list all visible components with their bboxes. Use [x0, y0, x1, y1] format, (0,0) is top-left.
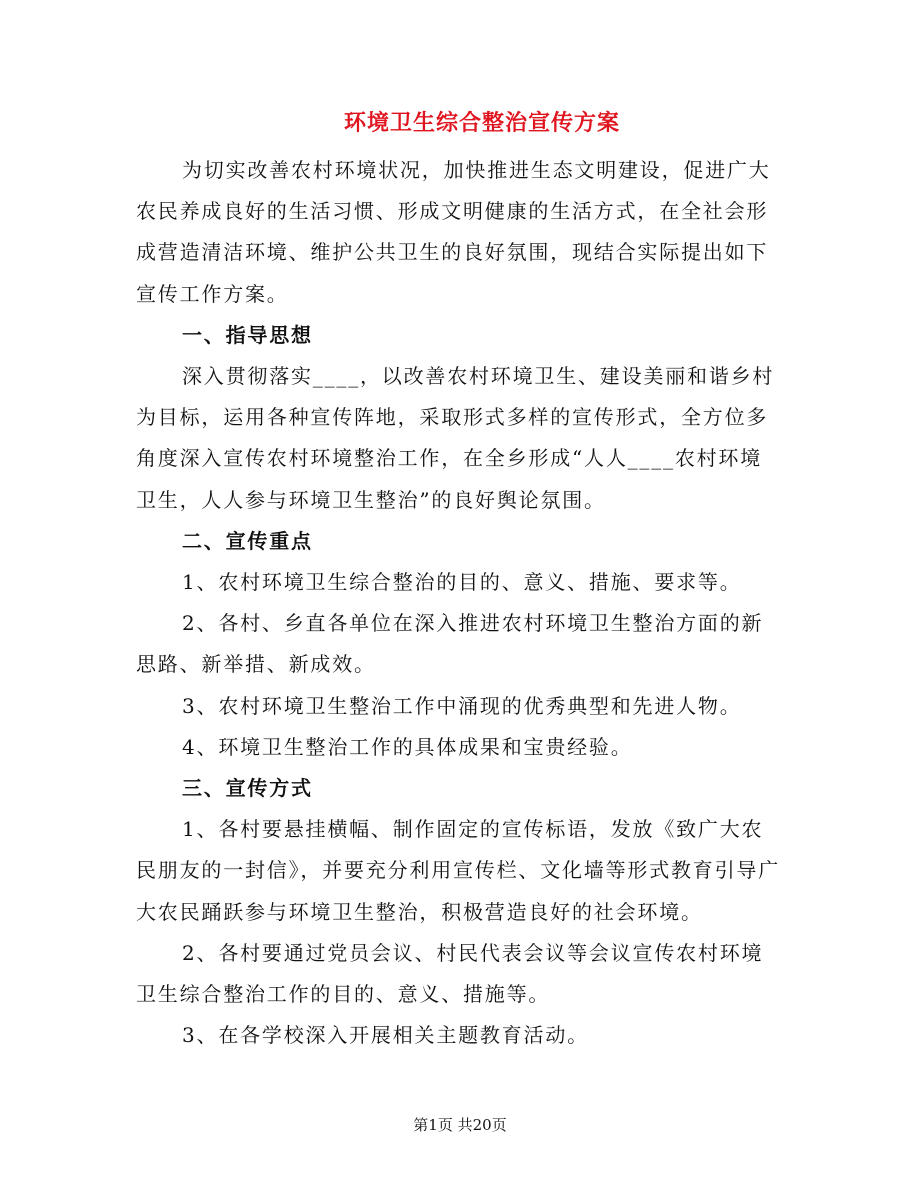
document-title: 环境卫生综合整治宣传方案 [343, 110, 620, 136]
focus-item-4: 4、环境卫生整治工作的具体成果和宝贵经验。 [182, 734, 633, 759]
focus-item-1: 1、农村环境卫生综合整治的目的、意义、措施、要求等。 [182, 570, 742, 595]
method-item-3: 3、在各学校深入开展相关主题教育活动。 [182, 1023, 589, 1048]
focus-item-2: 2、各村、乡直各单位在深入推进农村环境卫生整治方面的新思路、新举措、新成效。 [136, 611, 764, 677]
page-number-footer: 第1页 共20页 [413, 1116, 507, 1134]
guiding-ideology-paragraph: 深入贯彻落实____，以改善农村环境卫生、建设美丽和谐乡村为目标，运用各种宣传阵地，采取形式多样的宣传形式，全方位多角度深入宣传农村环境整治工作，在全乡形成“人人____农村环境卫生，人人参与环境卫生整治”的良好舆论氛围。 [136, 364, 775, 512]
section-heading-guiding-ideology: 一、指导思想 [182, 322, 313, 347]
intro-paragraph: 为切实改善农村环境状况，加快推进生态文明建设，促进广大农民养成良好的生活习惯、形成文明健康的生活方式，在全社会形成营造清洁环境、维护公共卫生的良好氛围，现结合实际提出如下宣传工作方案。 [136, 158, 771, 306]
document-body [136, 150, 782, 1056]
focus-item-3: 3、农村环境卫生整治工作中涌现的优秀典型和先进人物。 [182, 693, 742, 718]
section-heading-publicity-methods: 三、宣传方式 [182, 776, 313, 801]
method-item-2: 2、各村要通过党员会议、村民代表会议等会议宣传农村环境卫生综合整治工作的目的、意义、措施等。 [136, 940, 764, 1007]
method-item-1: 1、各村要悬挂横幅、制作固定的宣传标语，发放《致广大农民朋友的一封信》，并要充分利用宣传栏、文化墙等形式教育引导广大农民踊跃参与环境卫生整治，积极营造良好的社会环境。 [136, 817, 780, 924]
section-heading-publicity-focus: 二、宣传重点 [182, 528, 313, 553]
